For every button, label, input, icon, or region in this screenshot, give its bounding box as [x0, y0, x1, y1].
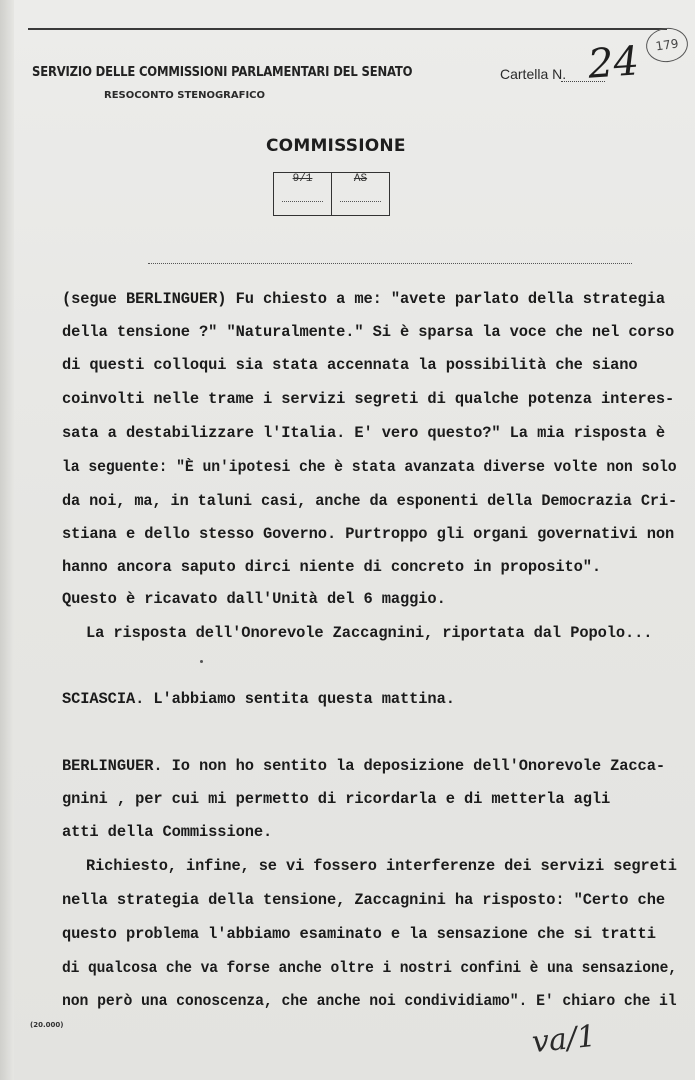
text-line: sata a destabilizzare l'Italia. E' vero questo?" La mia risposta è [62, 424, 665, 442]
text-line: di qualcosa che va forse anche oltre i nostri confini è una sensazione, [62, 959, 677, 977]
top-rule [28, 28, 667, 30]
text-line: atti della Commissione. [62, 823, 273, 841]
commission-box-right [331, 173, 389, 215]
text-line: La risposta dell'Onorevole Zaccagnini, riportata dal Popolo... [86, 624, 653, 642]
commission-box-right-value: AS [353, 173, 368, 185]
text-line: SCIASCIA. L'abbiamo sentita questa mattina. [62, 690, 455, 708]
office-heading: SERVIZIO DELLE COMMISSIONI PARLAMENTARI DEL SENATO [32, 64, 413, 80]
cartella-number: 24 [586, 38, 641, 88]
print-code: (20.000) [30, 1021, 64, 1029]
text-line: da noi, ma, in taluni casi, anche da esponenti della Democrazia Cri- [62, 492, 678, 510]
text-line: BERLINGUER. Io non ho sentito la deposizione dell'Onorevole Zacca- [62, 757, 665, 775]
text-line: gnini , per cui mi permetto di ricordarla e di metterla agli [62, 790, 611, 808]
office-subheading: RESOCONTO STENOGRAFICO [104, 90, 266, 101]
text-line: non però una conoscenza, che anche noi condividiamo". E' chiaro che il [62, 992, 677, 1010]
text-line: (segue BERLINGUER) Fu chiesto a me: "avete parlato della strategia [62, 290, 665, 308]
dotted-line [282, 201, 323, 202]
dotted-line [340, 201, 381, 202]
text-line: della tensione ?" "Naturalmente." Si è sparsa la voce che nel corso [62, 323, 675, 341]
cartella-label: Cartella N. [500, 66, 567, 82]
text-line: la seguente: "È un'ipotesi che è stata avanzata diverse volte non solo [62, 458, 677, 476]
page-stamp: 179 [644, 25, 690, 65]
text-line: nella strategia della tensione, Zaccagnini ha risposto: "Certo che [62, 891, 665, 909]
text-line: Questo è ricavato dall'Unità del 6 maggio. [62, 590, 446, 608]
handwritten-initials: va/1 [530, 1018, 598, 1061]
ink-dot [200, 660, 203, 663]
text-line: hanno ancora saputo dirci niente di concreto in proposito". [62, 558, 602, 576]
commission-box [273, 172, 390, 216]
text-line: questo problema l'abbiamo esaminato e la sensazione che si tratti [62, 925, 656, 943]
text-line: stiana e dello stesso Governo. Purtroppo gli organi governativi non [62, 525, 675, 543]
commission-box-left-value: 9/1 [292, 173, 313, 185]
text-line: Richiesto, infine, se vi fossero interferenze dei servizi segreti [86, 857, 677, 875]
scan-edge [0, 0, 14, 1080]
text-line: coinvolti nelle trame i servizi segreti di qualche potenza interes- [62, 390, 675, 408]
text-line: di questi colloqui sia stata accennata la possibilità che siano [62, 356, 638, 374]
commission-title: COMMISSIONE [266, 136, 406, 156]
commission-box-left [274, 173, 331, 215]
separator-dotted-line [148, 263, 632, 264]
